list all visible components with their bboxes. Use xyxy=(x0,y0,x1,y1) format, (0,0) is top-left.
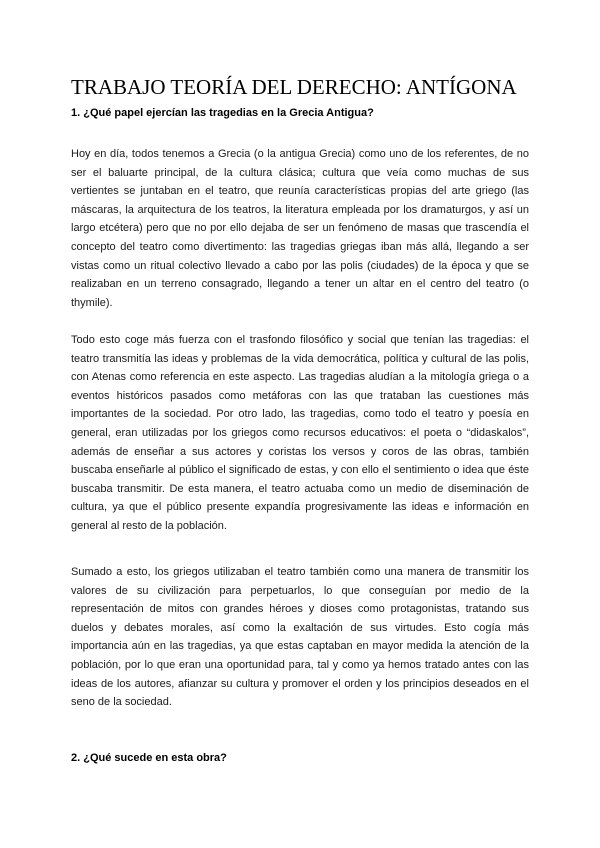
paragraph-3: Sumado a esto, los griegos utilizaban el teatro también como una manera de transmitir los valores de su civilización para perpetuarlos, lo que conseguían por medio de la representación de mitos con grandes héroes y dioses como protagonistas, tratando sus duelos y debates morales, así como la exaltación de sus virtudes. Esto cogía más importancia aún en las tragedias, ya que estas captaban en mayor medida la atención de la población, por lo que eran una oportunidad para, tal y como ya hemos tratado antes con las ideas de los autores, afianzar su cultura y promover el orden y los principios deseados en el seno de la sociedad. xyxy=(71,566,529,709)
section-heading-2: 2. ¿Qué sucede en esta obra? xyxy=(71,752,227,764)
paragraph-1: Hoy en día, todos tenemos a Grecia (o la antigua Grecia) como uno de los referentes, de no ser el baluarte principal, de la cultura clásica; cultura que veía como muchas de sus vertientes se juntaban en el teatro, que reunía características propias del arte griego (las máscaras, la arquitectura de los teatros, la literatura empleada por los dramaturgos, y así un largo etcétera) pero que no por ello dejaba de ser un fenómeno de masas que trascendía el concepto del teatro como divertimento: las tragedias griegas iban más allá, llegando a ser vistas como un ritual colectivo llevado a cabo por las polis (ciudades) de la época y que se realizaban en un terreno consagrado, llegando a tener un altar en el centro del teatro (o thymile). xyxy=(71,148,529,309)
paragraph-2: Todo esto coge más fuerza con el trasfondo filosófico y social que tenían las tragedias: el teatro transmitía las ideas y problemas de la vida democrática, política y cultural de las polis, con Atenas como referencia en este aspecto. Las tragedias aludían a la mitología griega o a eventos históricos pasados como metáforas con las que trataban las cuestiones más importantes de la sociedad. Por otro lado, las tragedias, como todo el teatro y poesía en general, eran utilizadas por los griegos como recursos educativos: el poeta o “didaskalos”, además de enseñar a sus actores y coristas los versos y coros de las obras, también buscaba enseñarle al público el significado de estas, y con ello el sentimiento o idea que éste buscaba transmitir. De esta manera, el teatro actuaba como un medio de diseminación de cultura, ya que el público presente expandía progresivamente las ideas e información en general al resto de la población. xyxy=(71,334,529,532)
section-heading-1: 1. ¿Qué papel ejercían las tragedias en la Grecia Antigua? xyxy=(71,107,374,119)
document-title: TRABAJO TEORÍA DEL DERECHO: ANTÍGONA xyxy=(71,75,517,99)
